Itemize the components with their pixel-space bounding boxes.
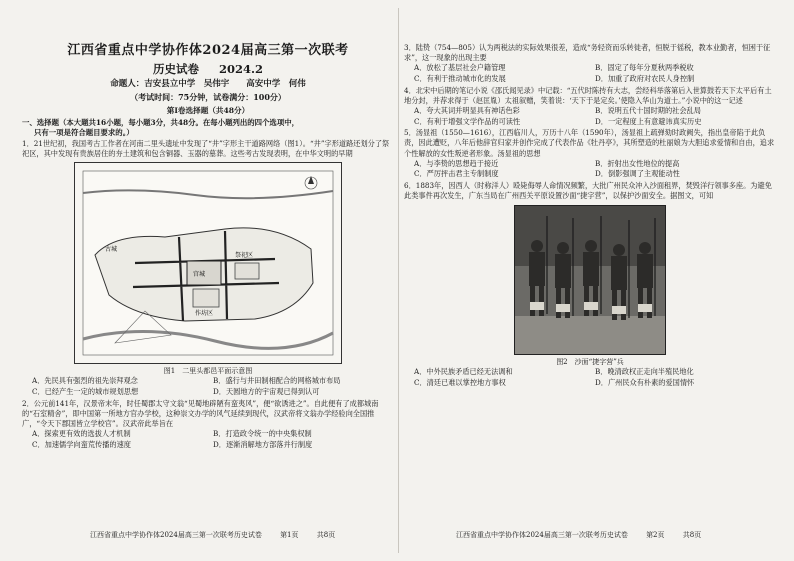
q3-option-a[interactable]: A．放松了基层社会户籍管理 xyxy=(414,63,506,73)
footer-left-text: 江西省重点中学协作体2024届高三第一次联考历史试卷 xyxy=(90,531,262,539)
footer-left-page: 第1页 xyxy=(280,531,299,539)
question-5-options xyxy=(404,159,776,180)
part-heading-line-2: 只有一项是符合题目要求的。） xyxy=(34,128,134,137)
q3-option-d[interactable]: D．加重了政府对农民人身控制 xyxy=(595,74,695,83)
q2-option-c[interactable]: C．加速儒学向蛮荒传播的速度 xyxy=(32,439,131,449)
question-1-stem: 1．21世纪初，我国考古工作者在河南二里头遗址中发现了“井”字形主干道路网络（图1）。“井”字形道路还划分了祭祀区，其中发现有贵族居住的夯土建筑和包含铜器、玉器的墓葬。这些考古发现表明，在中华文明的早期 xyxy=(22,139,390,159)
q6-option-d[interactable]: D．广州民众有朴素的爱国情怀 xyxy=(595,377,695,387)
footer-right-page: 第2页 xyxy=(646,531,665,539)
question-4-options xyxy=(404,106,776,127)
subject-label: 历史试卷 xyxy=(152,62,199,76)
page-2-footer xyxy=(456,530,717,540)
q3-option-c[interactable]: C．有利于推动城市化的发展 xyxy=(414,74,506,83)
map-label-workshop: 作坊区 xyxy=(195,310,214,318)
figure-2-caption: 图2 沙面“捷字营”兵 xyxy=(556,358,624,367)
q4-option-c[interactable]: C．有利于增强文学作品的可读性 xyxy=(414,116,521,126)
q4-option-b[interactable]: B．说明五代十国时期的社会乱局 xyxy=(595,106,701,115)
q1-option-b[interactable]: B．盛行与井田制相配合的网格城市布局 xyxy=(213,376,341,386)
q6-option-b[interactable]: B．晚清政权正走向半殖民地化 xyxy=(595,367,694,377)
part-heading xyxy=(22,118,394,138)
figure-1-map xyxy=(74,162,342,364)
section-heading: 第Ⅰ卷选择题（共48分） xyxy=(166,106,250,115)
soldiers-photo-svg xyxy=(515,206,665,354)
footer-right-text: 江西省重点中学协作体2024届高三第一次联考历史试卷 xyxy=(456,531,628,539)
q5-option-d[interactable]: D．倒影强调了主观能动性 xyxy=(595,169,680,179)
exam-title: 江西省重点中学协作体2024届高三第一次联考 xyxy=(67,43,349,58)
page-2 xyxy=(404,6,776,556)
question-3-options xyxy=(404,63,776,84)
question-3-stem: 3．陆贽（754—805）认为两税法的实际效果很差，造成“务轻资而乐转徙者，恒脱于徭税，教本业勤者，恒困于征求”，这一现象的出现主要 xyxy=(404,43,771,63)
q4-option-a[interactable]: A．夸大其词并明显具有神话色彩 xyxy=(414,106,520,115)
question-2-options xyxy=(22,429,394,450)
figure-2-photo xyxy=(514,205,666,355)
footer-right-total: 共8页 xyxy=(682,531,702,539)
exam-date: 2024.2 xyxy=(219,62,264,76)
q3-option-b[interactable]: B．固定了每年分夏秋两季税收 xyxy=(595,63,694,73)
q5-option-b[interactable]: B．折射出女性地位的提高 xyxy=(595,158,680,168)
page-divider xyxy=(398,8,399,553)
q2-option-a[interactable]: A．探索更有效的选拔人才机制 xyxy=(32,429,131,439)
exam-info: （考试时间：75分钟，试卷满分：100分） xyxy=(130,92,286,102)
map-label-ritual: 祭祀区 xyxy=(235,252,254,260)
question-6-stem: 6．1883年，因西人（时称洋人）殴毙侮辱人命情况频繁，大批广州民众冲入沙面租界，焚毁洋行领事多座。为避免此类事件再次发生，广东当局在广州西关平原设置沙面“捷字营”，以保护沙面安全。据图文，可知 xyxy=(404,180,772,201)
q5-option-a[interactable]: A．与李贽的思想趋于接近 xyxy=(414,158,499,168)
map-label-city: 古城 xyxy=(105,246,118,254)
question-4-stem: 4．北宋中后期的笔记小说《邵氏闻见录》中记载：“五代时陈抟有大志，尝经科举落第后入世算鼓若天下太平后有土地分封，并荐求得于（赵匡胤）太祖叙赠，笑着说：‘天下于是定矣。’使隐入华山为道士。”小说中的这一记述 xyxy=(404,85,772,105)
q6-option-a[interactable]: A．中外民族矛盾已经无法调和 xyxy=(414,367,513,377)
q4-option-d[interactable]: D．一定程度上有意避讳真实历史 xyxy=(595,116,702,126)
question-1-options xyxy=(22,376,394,397)
question-6-options xyxy=(404,367,776,388)
q1-option-a[interactable]: A．先民具有强烈的祖先崇拜观念 xyxy=(32,376,138,386)
q1-option-c[interactable]: C．已经产生一定的城市规划思想 xyxy=(32,387,139,396)
part-heading-line-1: 一、选择题（本大题共16小题，每小题3分，共48分。在每小题列出的四个选项中， xyxy=(22,118,299,127)
question-2-stem: 2．公元前141年，汉景帝末年，时任蜀郡太守文翁“见蜀地辟陋有蛮夷风”，便“欲诱进之”。自此便有了成都城南的“石室精舍”，即中国第一所地方官办学校，这种崇文办学的风气延续到现代，汉武帝将文翁办学经验向全国推广，“令天下郡国皆立学校官”。汉武帝此举旨在 xyxy=(22,398,379,428)
question-5-stem: 5．汤显祖（1550—1616），江西临川人，万历十八年（1590年），汤显祖上疏弹劾时政阙失，指出皇帝陷于此负责，因此遭贬，八年后他辞官归家并创作完成了代表作品《牡丹亭》，其所塑造的杜丽娘为大胆追求爱情和自由，追求个性解放的女性叛逆者形象。汤显祖的思想 xyxy=(404,128,775,158)
erlitou-plan-svg xyxy=(75,163,341,363)
q1-option-d[interactable]: D．天圆地方的宇宙观已得到认可 xyxy=(213,387,320,396)
exam-subtitle xyxy=(22,61,394,77)
page-1 xyxy=(22,6,394,556)
map-label-palace: 宫城 xyxy=(193,271,206,279)
footer-left-total: 共8页 xyxy=(316,531,336,539)
q2-option-d[interactable]: D．逐渐消解地方部落并行制度 xyxy=(213,439,313,449)
authors: 命题人：吉安县立中学 吴伟宇 高安中学 何伟 xyxy=(110,79,306,89)
page-1-footer xyxy=(90,530,351,540)
q5-option-c[interactable]: C．严厉抨击君主专制制度 xyxy=(414,169,499,179)
q2-option-b[interactable]: B．打造政令统一的中央集权制 xyxy=(213,429,312,439)
figure-1-caption: 图1 二里头都邑平面示意图 xyxy=(163,367,253,376)
q6-option-c[interactable]: C．清廷已难以掌控地方事权 xyxy=(414,377,506,387)
